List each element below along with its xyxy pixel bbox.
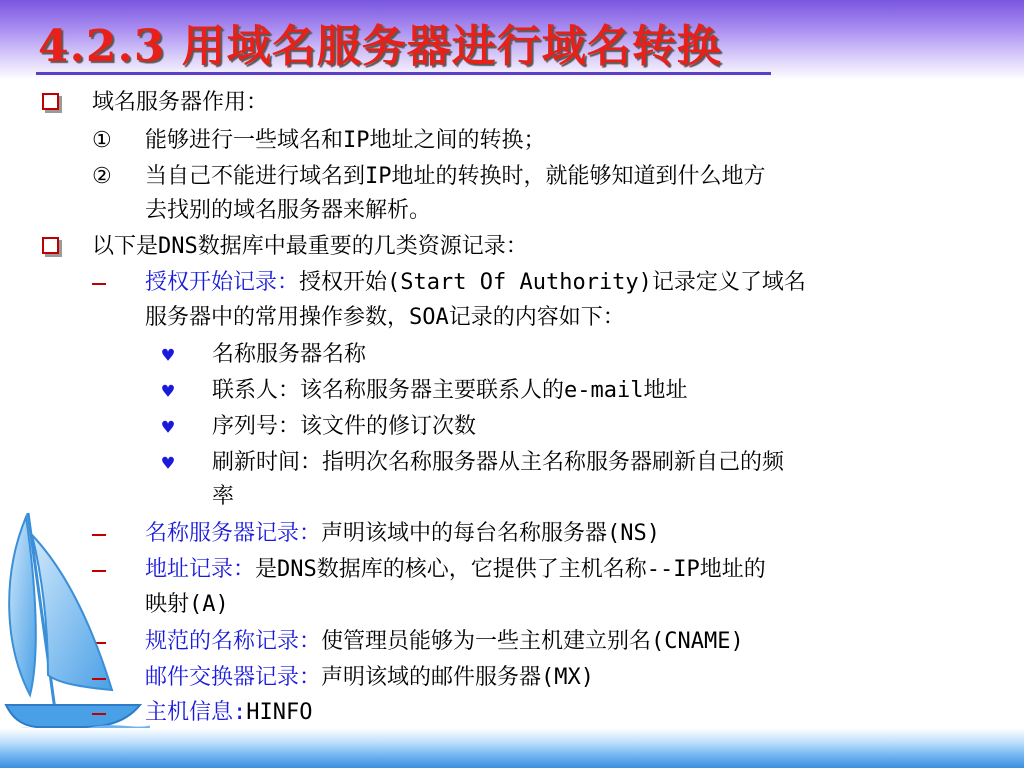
record-ns-text: 声明该域中的每台名称服务器(NS) — [321, 521, 660, 546]
sailboat-icon — [0, 505, 150, 735]
record-cname-text: 使管理员能够为一些主机建立别名(CNAME) — [321, 629, 744, 654]
record-mx-text: 声明该域的邮件服务器(MX) — [321, 665, 594, 690]
circled-number-1: ① — [92, 128, 112, 153]
slide-title: 4.2.3 用域名服务器进行域名转换 — [38, 21, 722, 72]
record-cname — [145, 627, 744, 657]
soa-item-2: 联系人：该名称服务器主要联系人的e-mail地址 — [212, 378, 688, 403]
dash-bullet-icon — [92, 713, 106, 715]
record-mx — [145, 663, 594, 693]
section1-item-2-line2: 去找别的域名服务器来解析。 — [145, 198, 432, 223]
record-a-text: 是DNS数据库的核心，它提供了主机名称--IP地址的 — [255, 557, 766, 582]
square-bullet-icon — [42, 237, 59, 254]
record-soa-label: 授权开始记录： — [145, 270, 300, 295]
heart-bullet-icon: ♥ — [162, 343, 175, 367]
section1-heading: 域名服务器作用： — [92, 90, 269, 115]
record-hinfo-label: 主机信息: — [145, 700, 247, 725]
record-hinfo — [145, 698, 312, 728]
record-soa-line2: 服务器中的常用操作参数，SOA记录的内容如下： — [145, 305, 625, 330]
record-hinfo-text: HINFO — [246, 700, 313, 725]
footer-gradient-band — [0, 728, 1024, 768]
section1-item-1: 能够进行一些域名和IP地址之间的转换； — [145, 128, 546, 153]
record-ns — [145, 519, 660, 549]
soa-item-4-line1: 刷新时间：指明次名称服务器从主名称服务器刷新自己的频 — [212, 450, 785, 475]
soa-item-3: 序列号：该文件的修订次数 — [212, 414, 477, 439]
title-underline — [36, 72, 771, 75]
record-mx-label: 邮件交换器记录： — [145, 665, 322, 690]
record-soa-line1 — [145, 268, 806, 298]
heart-bullet-icon: ♥ — [162, 415, 175, 439]
section2-heading: 以下是DNS数据库中最重要的几类资源记录： — [92, 234, 528, 259]
soa-item-4-line2: 率 — [212, 484, 235, 509]
heart-bullet-icon: ♥ — [162, 379, 175, 403]
heart-bullet-icon: ♥ — [162, 451, 175, 475]
dash-bullet-icon — [92, 678, 106, 680]
record-a-line2: 映射(A) — [145, 592, 229, 617]
record-a-line1 — [145, 555, 766, 585]
record-a-label: 地址记录： — [145, 557, 256, 582]
dash-bullet-icon — [92, 283, 106, 285]
record-soa-text: 授权开始(Start Of Authority)记录定义了域名 — [299, 270, 806, 295]
record-ns-label: 名称服务器记录： — [145, 521, 322, 546]
record-cname-label: 规范的名称记录： — [145, 629, 322, 654]
square-bullet-icon — [42, 93, 59, 110]
section1-item-2-line1: 当自己不能进行域名到IP地址的转换时，就能够知道到什么地方 — [145, 164, 766, 189]
soa-item-1: 名称服务器名称 — [212, 342, 367, 367]
circled-number-2: ② — [92, 164, 112, 189]
